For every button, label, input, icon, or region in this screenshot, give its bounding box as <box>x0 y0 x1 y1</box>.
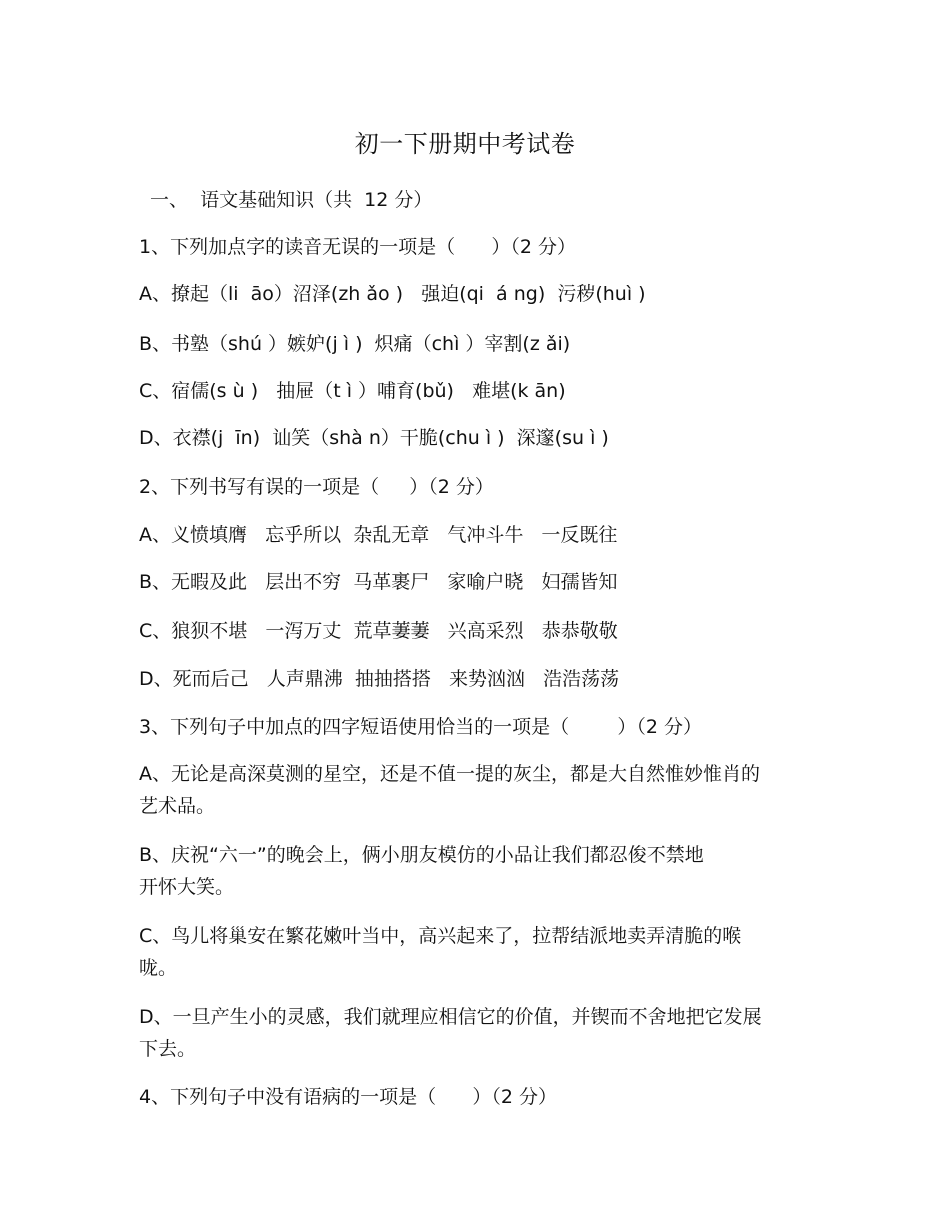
question-3-option-b-line-1: B、庆祝“六一”的晚会上，俩小朋友模仿的小品让我们都忍俊不禁地 <box>139 844 704 866</box>
question-2-option-a: A、义愤填膺 忘乎所以 杂乱无章 气冲斗牛 一反既往 <box>139 524 618 546</box>
question-3-option-d: D、一旦产生小的灵感，我们就理应相信它的价值，并锲而不舍地把它发展下去。 <box>139 1006 762 1060</box>
question-1-stem: 1、下列加点字的读音无误的一项是（ ）（2 分） <box>139 236 576 258</box>
question-3-stem: 3、下列句子中加点的四字短语使用恰当的一项是（ ）（2 分） <box>139 716 703 738</box>
question-2-option-c: C、狼狈不堪 一泻万丈 荒草萋萋 兴高采烈 恭恭敬敬 <box>139 620 618 642</box>
question-1-option-a: A、撩起（li āo）沼泽(zh ǎo ) 强迫(qi á ng) 污秽(huì ) <box>139 283 646 305</box>
question-4-stem: 4、下列句子中没有语病的一项是（ ）（2 分） <box>139 1086 557 1108</box>
page-title: 初一下册期中考试卷 <box>354 130 576 158</box>
question-1-option-d: D、衣襟(j īn) 讪笑（shà n）干脆(chu ì ) 深邃(su ì ) <box>139 427 609 449</box>
section-heading: 一、 语文基础知识（共 12 分） <box>150 189 433 211</box>
question-1-option-c: C、宿儒(s ù ) 抽屉（t ì ）哺育(bǔ) 难堪(k ān) <box>139 380 566 402</box>
question-3-option-c: C、鸟儿将巢安在繁花嫩叶当中，高兴起来了，拉帮结派地卖弄清脆的喉咙。 <box>139 925 742 979</box>
question-3-option-b-line-2: 开怀大笑。 <box>139 876 235 898</box>
question-1-option-b: B、书塾（shú ）嫉妒(j ì ) 炽痛（chì ）宰割(z ǎi) <box>139 333 571 355</box>
question-2-option-b: B、无暇及此 层出不穷 马革裹尸 家喻户晓 妇孺皆知 <box>139 571 618 593</box>
question-2-option-d: D、死而后己 人声鼎沸 抽抽搭搭 来势汹汹 浩浩荡荡 <box>139 668 620 690</box>
question-2-stem: 2、下列书写有误的一项是（ ）（2 分） <box>139 476 494 498</box>
question-3-option-a: A、无论是高深莫测的星空，还是不值一提的灰尘，都是大自然惟妙惟肖的艺术品。 <box>139 763 760 817</box>
